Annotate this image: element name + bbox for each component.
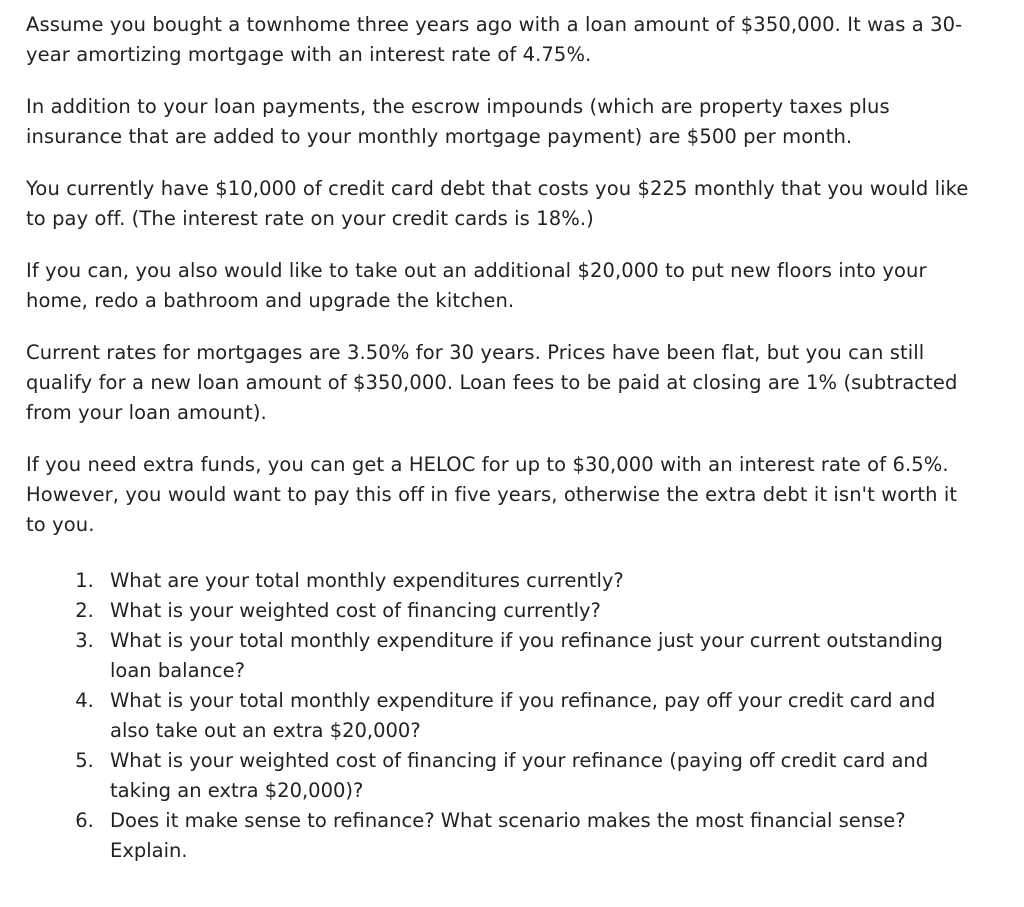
list-item: 3. What is your total monthly expenditure if you refinance just your current outstanding loan balance? <box>100 626 976 686</box>
list-item: 1. What are your total monthly expenditures currently? <box>100 566 976 596</box>
list-item: 5. What is your weighted cost of financing if your refinance (paying off credit card and taking an extra $20,000)? <box>100 746 976 806</box>
questions-list <box>26 566 976 866</box>
list-item: 6. Does it make sense to refinance? What scenario makes the most financial sense? Explain. <box>100 806 976 866</box>
paragraph-home-improvements: If you can, you also would like to take out an additional $20,000 to put new floors into your home, redo a bathroom and upgrade the kitchen. <box>26 259 927 312</box>
list-item: 4. What is your total monthly expenditure if you refinance, pay off your credit card and also take out an extra $20,000? <box>100 686 976 746</box>
paragraph-escrow-impounds: In addition to your loan payments, the escrow impounds (which are property taxes plus insurance that are added to your monthly mortgage payment) are $500 per month. <box>26 95 890 148</box>
paragraph-current-rates: Current rates for mortgages are 3.50% for 30 years. Prices have been flat, but you can still qualify for a new loan amount of $350,000. Loan fees to be paid at closing are 1% (subtracted from your loan amount). <box>26 341 958 424</box>
paragraph-heloc: If you need extra funds, you can get a HELOC for up to $30,000 with an interest rate of 6.5%. However, you would want to pay this off in five years, otherwise the extra debt it isn't worth it to you. <box>26 453 958 536</box>
list-item: 2. What is your weighted cost of financing currently? <box>100 596 976 626</box>
paragraph-credit-card-debt: You currently have $10,000 of credit card debt that costs you $225 monthly that you would like to pay off. (The interest rate on your credit cards is 18%.) <box>26 177 969 230</box>
paragraph-loan-background: Assume you bought a townhome three years ago with a loan amount of $350,000. It was a 30-year amortizing mortgage with an interest rate of 4.75%. <box>26 13 963 66</box>
